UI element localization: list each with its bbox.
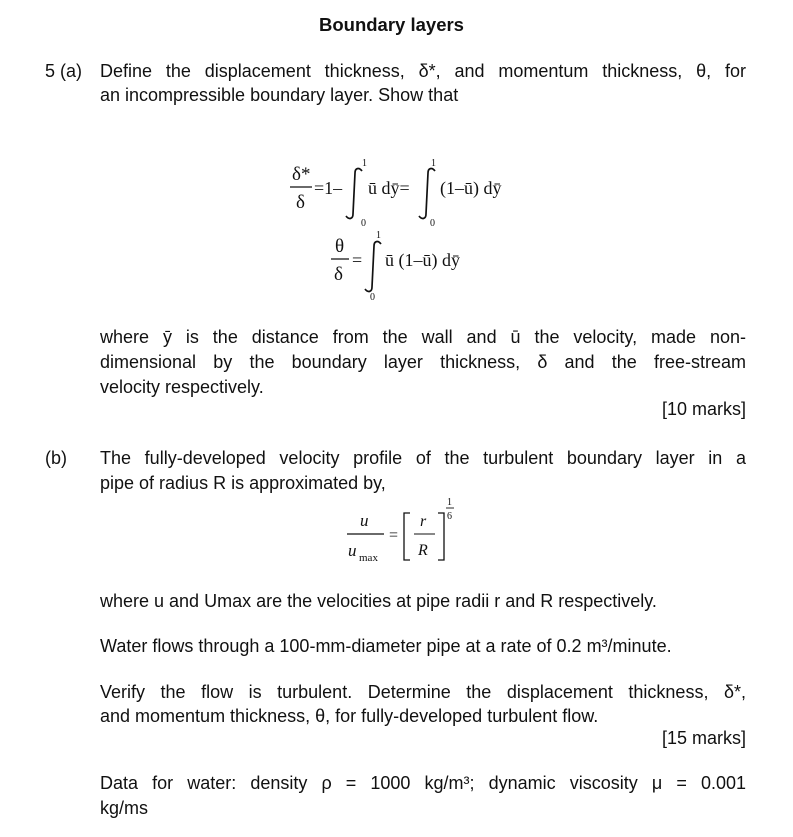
page-title: Boundary layers xyxy=(319,14,464,35)
q5a-marks: [10 marks] xyxy=(661,399,746,419)
eq1-int2-upper: 1 xyxy=(431,158,436,169)
q5a-text-line2: an incompressible boundary layer. Show that xyxy=(100,85,459,105)
integral-sign-3 xyxy=(365,242,381,292)
eqb-equals: = xyxy=(389,527,399,544)
eqb-denominator-sub: max xyxy=(359,552,378,564)
equation-momentum-thickness xyxy=(325,222,525,304)
eqb-inner-numerator: r xyxy=(420,513,427,530)
q5b-where-line: where u and Umax are the velocities at pipe radii r and R respectively. xyxy=(100,591,657,611)
eq1-integrand1: ū dȳ= xyxy=(368,178,410,198)
integral-sign-2 xyxy=(419,169,435,219)
q5a-where-line2: dimensional by the boundary layer thickness, δ and the free-stream xyxy=(100,352,746,372)
eqb-numerator: u xyxy=(360,511,369,530)
eq2-lhs-numerator: θ xyxy=(335,236,345,257)
q5b-marks: [15 marks] xyxy=(661,728,746,748)
eq2-int-lower: 0 xyxy=(370,292,375,303)
eqb-exponent-denominator: 6 xyxy=(447,511,452,522)
q5b-verify-line2: and momentum thickness, θ, for fully-developed turbulent flow. xyxy=(100,706,599,726)
q5b-water-line: Water flows through a 100-mm-diameter pipe at a rate of 0.2 m³/minute. xyxy=(100,636,672,656)
eq2-lhs-denominator: δ xyxy=(334,264,343,285)
eq1-lhs-denominator: δ xyxy=(296,192,305,213)
q5b-text-line1: The fully-developed velocity profile of the turbulent boundary layer in a xyxy=(100,448,746,468)
eq2-int-upper: 1 xyxy=(376,230,381,241)
integral-sign-1 xyxy=(346,169,362,219)
eqb-exponent-numerator: 1 xyxy=(447,497,452,508)
q5b-verify-line1: Verify the flow is turbulent. Determine the displacement thickness, δ*, xyxy=(100,682,746,702)
q5b-text-line2: pipe of radius R is approximated by, xyxy=(100,473,386,493)
eq1-equals-one-minus: =1– xyxy=(314,178,343,198)
q5b-data-line1: Data for water: density ρ = 1000 kg/m³; dynamic viscosity μ = 0.001 xyxy=(100,773,746,793)
q5b-data-line2: kg/ms xyxy=(100,798,149,818)
q5a-where-line1: where ȳ is the distance from the wall and ū the velocity, made non- xyxy=(100,327,746,347)
eqb-inner-denominator: R xyxy=(418,542,428,559)
q5a-text-line1: Define the displacement thickness, δ*, and momentum thickness, θ, for xyxy=(100,61,746,81)
eq1-lhs-numerator: δ* xyxy=(292,164,311,185)
eq2-equals: = xyxy=(352,250,363,270)
eqb-denominator: u xyxy=(348,541,357,560)
equation-displacement-thickness xyxy=(280,150,540,230)
eq1-int2-lower: 0 xyxy=(430,218,435,229)
eq1-int1-lower: 0 xyxy=(361,218,366,229)
eq1-int1-upper: 1 xyxy=(362,158,367,169)
question-label-5a: 5 (a) xyxy=(45,61,83,81)
q5a-where-line3: velocity respectively. xyxy=(100,377,264,397)
eq2-integrand: ū (1–ū) dȳ xyxy=(385,250,460,270)
eq1-integrand2: (1–ū) dȳ xyxy=(440,178,502,198)
equation-velocity-profile xyxy=(340,494,480,570)
question-label-5b: (b) xyxy=(45,448,67,468)
